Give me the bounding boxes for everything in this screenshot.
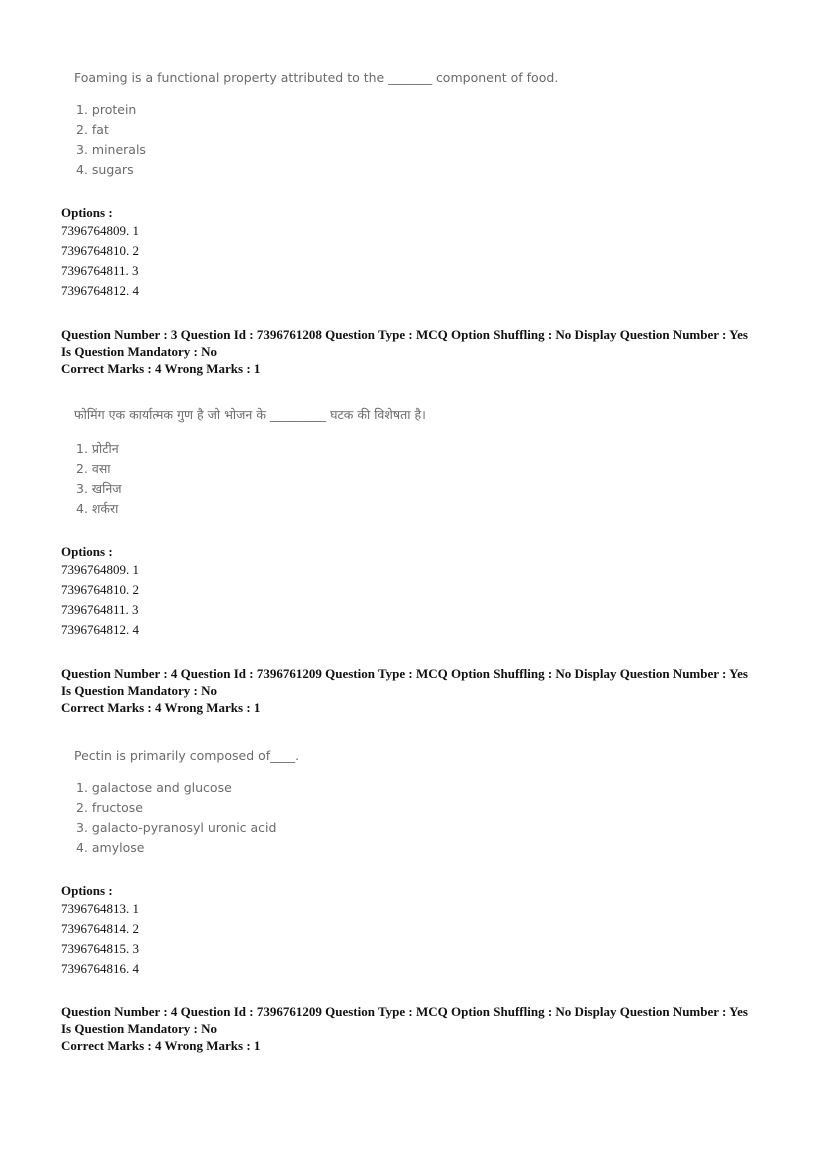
question-stem: Pectin is primarily composed of____. — [74, 748, 300, 763]
choice: 4. sugars — [76, 162, 134, 177]
choice: 3. खनिज — [76, 481, 122, 496]
question-meta-line: Question Number : 4 Question Id : 7396761209 Question Type : MCQ Option Shuffling : No Display Question Number : Yes — [61, 1004, 748, 1019]
question-choices — [76, 778, 276, 858]
question-marks: Correct Marks : 4 Wrong Marks : 1 — [61, 361, 261, 376]
choice: 2. fructose — [76, 800, 143, 815]
question-choices — [76, 100, 146, 180]
choice: 4. amylose — [76, 840, 145, 855]
options-heading: Options : — [61, 544, 113, 559]
option-id: 7396764811. 3 — [61, 263, 139, 278]
choice: 2. वसा — [76, 461, 111, 476]
question-meta — [61, 665, 748, 716]
choice: 3. minerals — [76, 142, 146, 157]
question-meta — [61, 326, 748, 377]
option-id: 7396764815. 3 — [61, 941, 139, 956]
options-heading: Options : — [61, 883, 113, 898]
choice: 2. fat — [76, 122, 109, 137]
option-id: 7396764809. 1 — [61, 223, 139, 238]
option-id: 7396764809. 1 — [61, 562, 139, 577]
choice: 1. protein — [76, 102, 137, 117]
question-mandatory: Is Question Mandatory : No — [61, 344, 218, 359]
option-id: 7396764813. 1 — [61, 901, 139, 916]
option-id: 7396764816. 4 — [61, 961, 139, 976]
option-id-list — [61, 221, 139, 301]
option-id: 7396764811. 3 — [61, 602, 139, 617]
choice: 1. प्रोटीन — [76, 441, 119, 456]
question-meta-line: Question Number : 3 Question Id : 7396761208 Question Type : MCQ Option Shuffling : No Display Question Number : Yes — [61, 327, 748, 342]
option-id: 7396764810. 2 — [61, 243, 139, 258]
option-id-list — [61, 899, 139, 979]
question-marks: Correct Marks : 4 Wrong Marks : 1 — [61, 1038, 261, 1053]
option-id: 7396764812. 4 — [61, 622, 139, 637]
question-meta — [61, 1003, 748, 1054]
choice: 1. galactose and glucose — [76, 780, 232, 795]
choice: 3. galacto-pyranosyl uronic acid — [76, 820, 277, 835]
options-heading: Options : — [61, 205, 113, 220]
question-choices — [76, 439, 122, 519]
question-mandatory: Is Question Mandatory : No — [61, 1021, 218, 1036]
question-marks: Correct Marks : 4 Wrong Marks : 1 — [61, 700, 261, 715]
question-mandatory: Is Question Mandatory : No — [61, 683, 218, 698]
option-id-list — [61, 560, 139, 640]
option-id: 7396764810. 2 — [61, 582, 139, 597]
option-id: 7396764814. 2 — [61, 921, 139, 936]
question-stem: Foaming is a functional property attributed to the _______ component of food. — [74, 70, 559, 85]
option-id: 7396764812. 4 — [61, 283, 139, 298]
choice: 4. शर्करा — [76, 501, 119, 516]
question-stem: फोमिंग एक कार्यात्मक गुण है जो भोजन के _________ घटक की विशेषता है। — [74, 407, 426, 422]
question-meta-line: Question Number : 4 Question Id : 7396761209 Question Type : MCQ Option Shuffling : No Display Question Number : Yes — [61, 666, 748, 681]
